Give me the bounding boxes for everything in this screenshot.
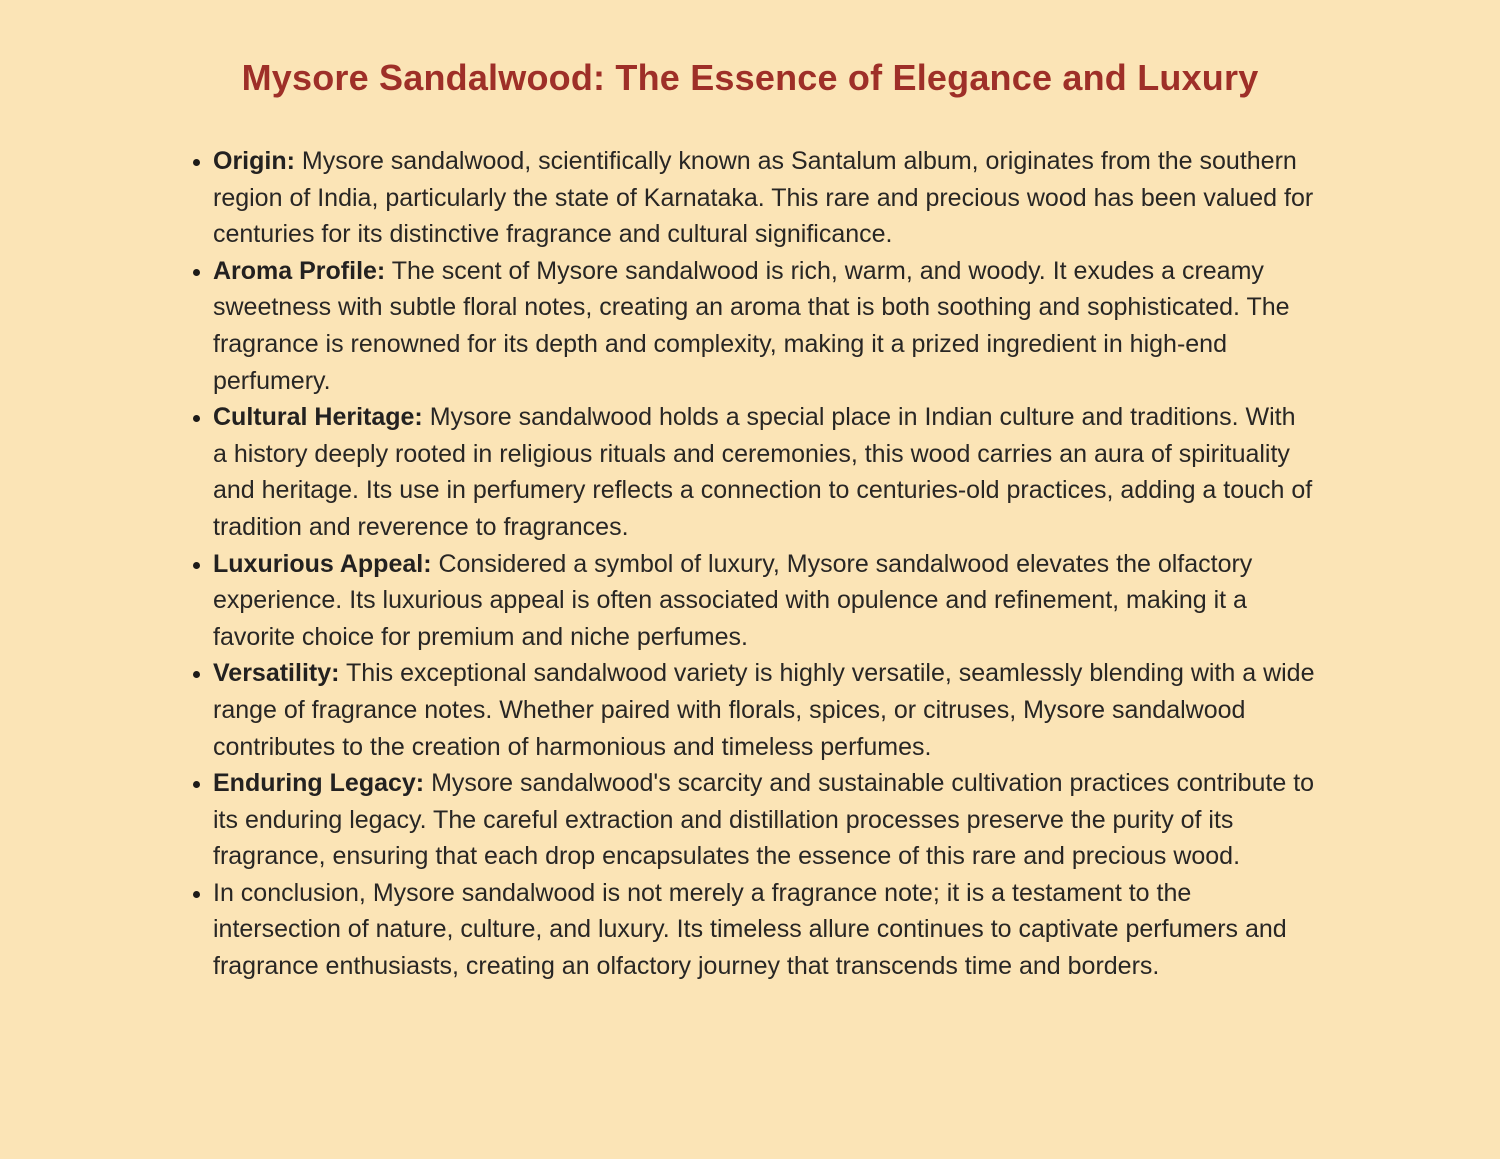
bullet-text: Mysore sandalwood, scientifically known as Santalum album, originates from the southern region of India, particularly the state of Karnataka. This rare and precious wood has been valued for centuries for its distinctive fragrance and cultural significance. <box>213 147 1314 249</box>
bullet-lead: Origin: <box>213 147 295 175</box>
list-item <box>213 399 1315 545</box>
list-item <box>213 143 1315 253</box>
list-item <box>213 655 1315 765</box>
bullet-text: Mysore sandalwood's scarcity and sustainable cultivation practices contribute to its enduring legacy. The careful extraction and distillation processes preserve the purity of its fragrance, ensuring that each drop encapsulates the essence of this rare and precious wood. <box>213 769 1315 871</box>
bullet-lead: Enduring Legacy: <box>213 769 425 798</box>
list-item <box>213 875 1315 985</box>
bullet-text: Considered a symbol of luxury, Mysore sandalwood elevates the olfactory experience. Its luxurious appeal is often associated with opulence and refinement, making it a favorite choice for premium and niche perfumes. <box>213 549 1253 651</box>
list-item <box>213 765 1315 875</box>
bullet-lead: Aroma Profile: <box>213 256 386 285</box>
bullet-list <box>0 143 1315 985</box>
bullet-lead: Cultural Heritage: <box>213 403 423 432</box>
bullet-text: This exceptional sandalwood variety is highly versatile, seamlessly blending with a wide range of fragrance notes. Whether paired with florals, spices, or citruses, Mysore sandalwood contributes to the creation of harmonious and timeless perfumes. <box>213 659 1315 761</box>
bullet-text: The scent of Mysore sandalwood is rich, warm, and woody. It exudes a creamy sweetness with subtle floral notes, creating an aroma that is both soothing and sophisticated. The fragrance is renowned for its depth and complexity, making it a prized ingredient in high-end perfumery. <box>213 256 1290 395</box>
list-item <box>213 546 1315 656</box>
bullet-text: In conclusion, Mysore sandalwood is not merely a fragrance note; it is a testament to the intersection of nature, culture, and luxury. Its timeless allure continues to captivate perfumers and fragrance enthusiasts, creating an olfactory journey that transcends time and borders. <box>213 878 1287 981</box>
bullet-text: Mysore sandalwood holds a special place in Indian culture and traditions. With a history deeply rooted in religious rituals and ceremonies, this wood carries an aura of spirituality and heritage. Its use in perfumery reflects a connection to centuries-old practices, adding a touch of tradition and reverence to fragrances. <box>213 403 1313 541</box>
page-title: Mysore Sandalwood: The Essence of Elegance and Luxury <box>241 57 1259 98</box>
bullet-lead: Luxurious Appeal: <box>213 549 432 578</box>
bullet-lead: Versatility: <box>213 659 340 688</box>
list-item <box>213 253 1315 399</box>
